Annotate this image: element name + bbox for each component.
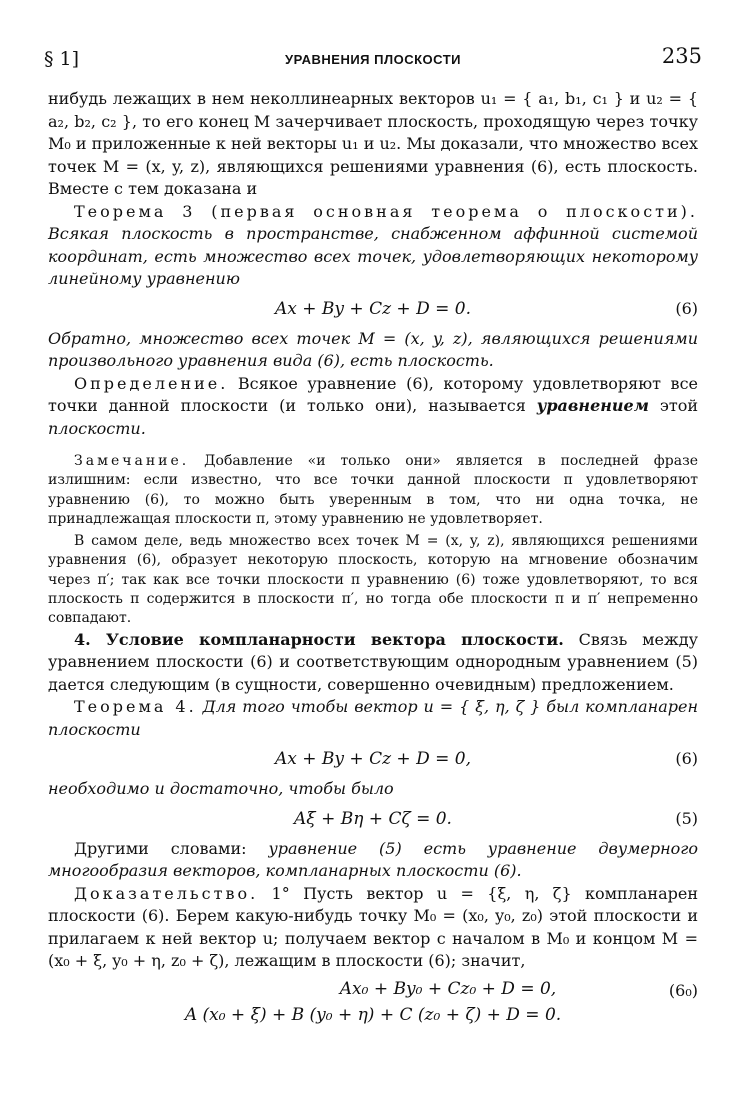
page-number: 235: [661, 44, 702, 68]
remark-paragraph-2: В самом деле, ведь множество всех точек M = (x, y, z), являющихся решениями уравнения (6), образует некоторую плоскость, которую на мгновение обозначим через π′; так как все точки плоскости π уравнению (6) тоже удовлетворяют, то вся плоскость π содержится в плоскости π′, но тогда обе плоскости π и π′ непременно совпадают.: [48, 533, 698, 627]
equation-6-repeat-body: Ax + By + Cz + D = 0,: [275, 749, 471, 770]
definition-label: Определение.: [74, 373, 229, 393]
page-body: [48, 88, 698, 1034]
converse-statement: Обратно, множество всех точек M = (x, y, z), являющихся решениями произвольного уравнения вида (6), есть плоскость.: [48, 328, 698, 370]
equation-6-body: Ax + By + Cz + D = 0.: [275, 298, 471, 319]
proof: [48, 883, 698, 973]
section-4-title: 4. Условие компланарности вектора плоскости.: [74, 629, 564, 649]
remark-text-1: Добавление «и только они» является в последней фразе излишним: если известно, что все точки данной плоскости π удовлетворяют уравнению (6), то можно быть уверенным в том, что ни одна точка, не принадлежащая плоскости π, этому уравнению не удовлетворяет.: [48, 453, 698, 527]
restatement: [48, 838, 698, 883]
equation-6-0-number: (6₀): [668, 980, 698, 1000]
equation-6-number: (6): [675, 298, 698, 318]
restatement-lead: Другими словами:: [74, 838, 247, 858]
remark-paragraph-1: [48, 452, 698, 529]
remark: [48, 452, 698, 629]
equation-5-body: Aξ + Bη + Cζ = 0.: [294, 808, 452, 829]
theorem-4-label: Теорема 4.: [74, 697, 197, 717]
proof-label: Доказательство.: [74, 883, 259, 903]
theorem-4-text: Для того чтобы вектор u = { ξ, η, ζ } был компланарен плоскости: [48, 697, 698, 739]
equation-6-repeat: [48, 744, 698, 774]
restatement-text: уравнение (5) есть уравнение двумерного многообразия векторов, компланарных плоскости (6).: [48, 838, 698, 881]
equation-shifted: A (x₀ + ξ) + B (y₀ + η) + C (z₀ + ζ) + D = 0.: [184, 1004, 562, 1025]
theorem-3-text: Всякая плоскость в пространстве, снабженном аффинной системой координат, есть множество всех точек, удовлетворяющих некоторому линейному уравнению: [48, 224, 698, 288]
theorem-4: [48, 696, 698, 741]
running-header: [44, 44, 702, 74]
definition-text-1: Всякое уравнение (6), которому удовлетворяют все точки данной плоскости (и только они), называется: [48, 373, 698, 415]
definition-term-2: плоскости.: [48, 418, 146, 438]
equation-5-number: (5): [675, 808, 698, 828]
paragraph-continued: нибудь лежащих в нем неколлинеарных векторов u₁ = { a₁, b₁, c₁ } и u₂ = { a₂, b₂, c₂ }, то его конец M зачерчивает плоскость, проходящую через точку M₀ и приложенные к ней векторы u₁ и u₂. Мы доказали, что множество всех точек M = (x, y, z), являющихся решениями уравнения (6), есть плоскость. Вместе с тем доказана и: [48, 89, 698, 198]
equation-6-repeat-number: (6): [675, 749, 698, 769]
theorem-3-label: Теорема 3 (первая основная теорема о плоскости).: [74, 201, 698, 221]
running-title: УРАВНЕНИЯ ПЛОСКОСТИ: [285, 52, 461, 67]
equation-6: [48, 294, 698, 324]
equation-5: [48, 804, 698, 834]
section-4: [48, 629, 698, 697]
proof-text: 1° Пусть вектор u = {ξ, η, ζ} компланарен плоскости (6). Берем какую-нибудь точку M₀ = (x₀, y₀, z₀) этой плоскости и прилагаем к ней вектор u; получаем вектор с началом в M₀ и концом M = (x₀ + ξ, y₀ + η, z₀ + ζ), лежащим в плоскости (6); значит,: [48, 883, 698, 971]
equation-pair: [48, 976, 698, 1030]
definition-text-2: этой: [659, 396, 699, 415]
equation-6-0-body: Ax₀ + By₀ + Cz₀ + D = 0,: [339, 978, 557, 999]
equation-6-0: [48, 976, 698, 1002]
definition-term: уравнением: [536, 396, 649, 415]
necessary-condition: необходимо и достаточно, чтобы было: [48, 779, 394, 799]
theorem-3: [48, 201, 698, 291]
section-4-text: Связь между уравнением плоскости (6) и соответствующим однородным уравнением (5) дается следующим (в сущности, совершенно очевидным) предложением.: [48, 629, 698, 694]
definition: [48, 373, 698, 441]
section-marker: § 1]: [44, 48, 80, 70]
remark-label: Замечание.: [74, 453, 190, 469]
